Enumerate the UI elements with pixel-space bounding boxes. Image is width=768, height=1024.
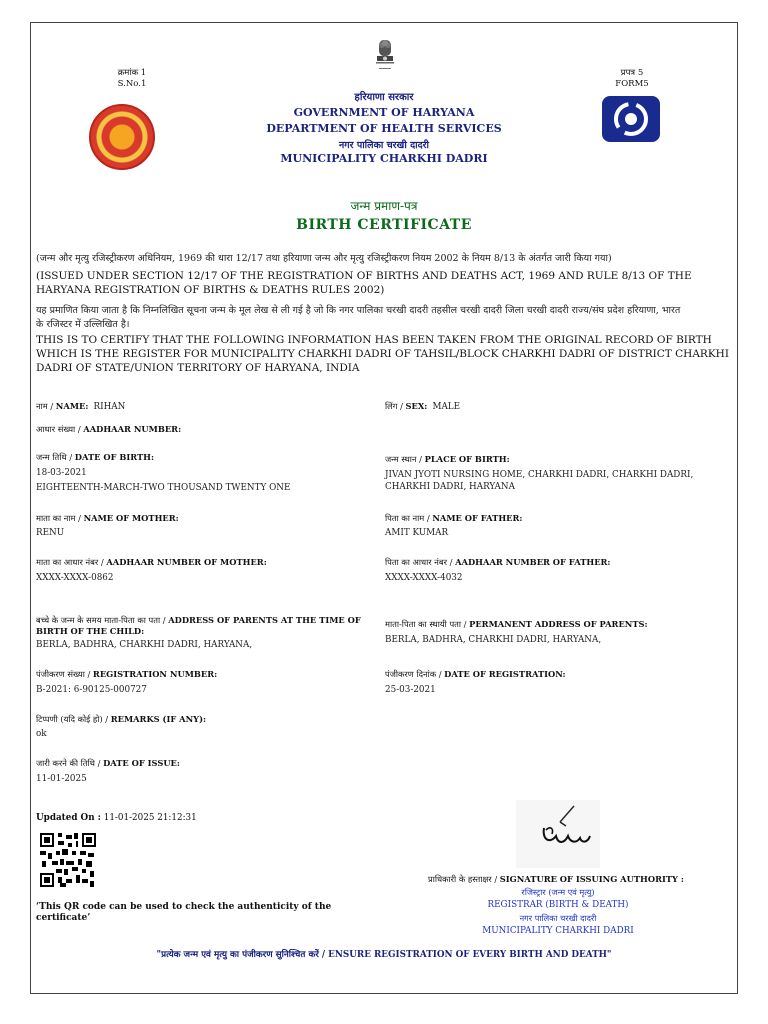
perm-address-label-field [385, 619, 648, 630]
qr-note-line1: ‘This QR code can be used to check the authenticity of the [36, 902, 332, 912]
qr-note [36, 902, 331, 924]
issue-label-field [36, 758, 180, 769]
mother-label-hindi: माता का नाम / [36, 513, 84, 523]
perm-address-label: PERMANENT ADDRESS OF PARENTS: [469, 619, 648, 629]
reg-date-label: DATE OF REGISTRATION: [444, 669, 566, 679]
issued-under-line2: HARYANA REGISTRATION OF BIRTHS & DEATHS RULES 2002) [36, 284, 385, 296]
name-field [36, 394, 125, 414]
sex-label-hindi: लिंग / [385, 401, 406, 411]
dob-label-field [36, 452, 154, 463]
issue-date-value: 11-01-2025 [36, 774, 87, 784]
updated-on-value: 11-01-2025 21:12:31 [103, 813, 197, 823]
pob-label-hindi: जन्म स्थान / [385, 454, 425, 464]
dob-label-hindi: जन्म तिथि / [36, 452, 75, 462]
father-value: AMIT KUMAR [385, 528, 449, 538]
mother-label-field [36, 513, 179, 524]
title-hindi: जन्म प्रमाण-पत्र [350, 199, 418, 213]
issued-under-hindi: (जन्म और मृत्यु रजिस्ट्रीकरण अधिनियम, 1969 की धारा 12/17 तथा हरियाणा जन्म और मृत्यु रजिस्ट्रीकरण नियम 2002 के नियम 8/13 के अंतर्गत जारी किया गया) [36, 253, 612, 264]
certify-hindi-line1: यह प्रमाणित किया जाता है कि निम्नलिखित सूचना जन्म के मूल लेख से ली गई है जो कि नगर पालिका चरखी दादरी तहसील चरखी दादरी जिला चरखी दादरी राज्य/संघ प्रदेश हरियाणा, भारत [36, 305, 681, 316]
mother-value: RENU [36, 528, 65, 538]
form-number [606, 68, 658, 90]
remarks-value: ok [36, 729, 47, 739]
name-value: RIHAN [93, 402, 126, 412]
qr-code-icon [40, 833, 96, 887]
address-birth-label2: BIRTH OF THE CHILD: [36, 626, 145, 636]
updated-on [36, 813, 197, 823]
registrar-municipality: MUNICIPALITY CHARKHI DADRI [482, 926, 634, 936]
mother-aadhaar-value: XXXX-XXXX-0862 [36, 573, 114, 583]
certificate-border [30, 22, 738, 994]
address-birth-label-hindi: बच्चे के जन्म के समय माता-पिता का पता / [36, 615, 169, 625]
dob-value: 18-03-2021 [36, 468, 87, 478]
certify-hindi-line2: के रजिस्टर में उल्लिखित है। [36, 319, 130, 330]
name-label: NAME: [55, 401, 89, 411]
pob-value-line1: JIVAN JYOTI NURSING HOME, CHARKHI DADRI, CHARKHI DADRI, [385, 470, 694, 480]
national-emblem-icon [374, 38, 396, 78]
mother-aadhaar-label-hindi: माता का आधार नंबर / [36, 557, 107, 567]
issue-label-hindi: जारी करने की तिथि / [36, 758, 104, 768]
father-aadhaar-value: XXXX-XXXX-4032 [385, 573, 463, 583]
form-number-english: FORM5 [615, 79, 649, 89]
form-number-hindi: प्रपत्र 5 [620, 68, 644, 78]
pob-label: PLACE OF BIRTH: [424, 454, 510, 464]
father-label-field [385, 513, 522, 524]
name-label-hindi: नाम / [36, 401, 56, 411]
certify-line1: THIS IS TO CERTIFY THAT THE FOLLOWING INFORMATION HAS BEEN TAKEN FROM THE ORIGINAL RECORD OF BIRTH [36, 334, 712, 346]
mother-aadhaar-label: AADHAAR NUMBER OF MOTHER: [106, 557, 267, 567]
reg-no-label-field [36, 669, 217, 680]
issued-under-line1: (ISSUED UNDER SECTION 12/17 OF THE REGISTRATION OF BIRTHS AND DEATHS ACT, 1969 AND RULE 8/13 OF THE [36, 270, 692, 282]
dob-label: DATE OF BIRTH: [74, 452, 155, 462]
title-english: BIRTH CERTIFICATE [296, 217, 472, 233]
department-name: DEPARTMENT OF HEALTH SERVICES [266, 122, 502, 135]
sex-value: MALE [432, 402, 461, 412]
registrar-title: REGISTRAR (BIRTH & DEATH) [487, 900, 629, 910]
registrar-municipality-hindi: नगर पालिका चरखी दादरी [519, 913, 597, 923]
registrar-hindi: रजिस्ट्रार (जन्म एवं मृत्यु) [521, 887, 595, 897]
remarks-label-field [36, 714, 206, 725]
reg-no-value: B-2021: 6-90125-000727 [36, 685, 147, 695]
reg-no-label: REGISTRATION NUMBER: [92, 669, 218, 679]
municipality-name-hindi: नगर पालिका चरखी दादरी [339, 140, 429, 151]
perm-address-label-hindi: माता-पिता का स्थायी पता / [385, 619, 470, 629]
serial-number [112, 68, 152, 90]
signature-label-hindi: प्राधिकारी के हस्ताक्षर / [428, 874, 500, 884]
remarks-label: REMARKS (IF ANY): [110, 714, 207, 724]
signature-label: SIGNATURE OF ISSUING AUTHORITY : [499, 874, 684, 884]
sex-field [385, 394, 460, 414]
government-name: GOVERNMENT OF HARYANA [293, 106, 475, 119]
mother-aadhaar-label-field [36, 557, 267, 568]
reg-date-value: 25-03-2021 [385, 685, 436, 695]
father-aadhaar-label-field [385, 557, 611, 568]
father-aadhaar-label-hindi: पिता का आधार नंबर / [385, 557, 456, 567]
aadhaar-label-hindi: आधार संख्या / [36, 424, 84, 434]
address-birth-label-field [36, 615, 361, 626]
pob-value-line2: CHARKHI DADRI, HARYANA [385, 482, 515, 492]
reg-date-label-hindi: पंजीकरण दिनांक / [385, 669, 445, 679]
father-aadhaar-label: AADHAAR NUMBER OF FATHER: [455, 557, 611, 567]
address-birth-value: BERLA, BADHRA, CHARKHI DADRI, HARYANA, [36, 640, 253, 650]
serial-number-hindi: क्रमांक 1 [117, 68, 147, 78]
father-label-hindi: पिता का नाम / [385, 513, 433, 523]
signature-label-field [428, 874, 684, 885]
state-name-hindi: हरियाणा सरकार [354, 92, 414, 103]
perm-address-value: BERLA, BADHRA, CHARKHI DADRI, HARYANA, [385, 635, 602, 645]
father-label: NAME OF FATHER: [432, 513, 523, 523]
qr-note-line2: certificate’ [36, 913, 91, 923]
certify-line2: WHICH IS THE REGISTER FOR MUNICIPALITY CHARKHI DADRI OF TAHSIL/BLOCK CHARKHI DADRI OF DISTRICT CHARKHI [36, 348, 729, 360]
certify-line3: DADRI OF STATE/UNION TERRITORY OF HARYANA, INDIA [36, 362, 360, 374]
updated-on-label: Updated On : [36, 813, 101, 823]
remarks-label-hindi: टिप्पणी (यदि कोई हो) / [36, 714, 111, 724]
reg-date-label-field [385, 669, 566, 680]
serial-number-english: S.No.1 [117, 79, 147, 89]
slogan: "प्रत्येक जन्म एवं मृत्यु का पंजीकरण सुनिश्चित करें / ENSURE REGISTRATION OF EVERY BIRTH AND DEATH" [156, 950, 612, 960]
mother-label: NAME OF MOTHER: [83, 513, 179, 523]
address-birth-label: ADDRESS OF PARENTS AT THE TIME OF [168, 615, 361, 625]
aadhaar-label-field [36, 424, 181, 435]
issue-label: DATE OF ISSUE: [103, 758, 180, 768]
pob-label-field [385, 454, 510, 465]
municipality-name: MUNICIPALITY CHARKHI DADRI [280, 152, 488, 165]
sex-label: SEX: [405, 401, 428, 411]
dob-words-value: EIGHTEENTH-MARCH-TWO THOUSAND TWENTY ONE [36, 483, 291, 493]
reg-no-label-hindi: पंजीकरण संख्या / [36, 669, 93, 679]
aadhaar-label: AADHAAR NUMBER: [83, 424, 182, 434]
signature-image [516, 800, 600, 868]
